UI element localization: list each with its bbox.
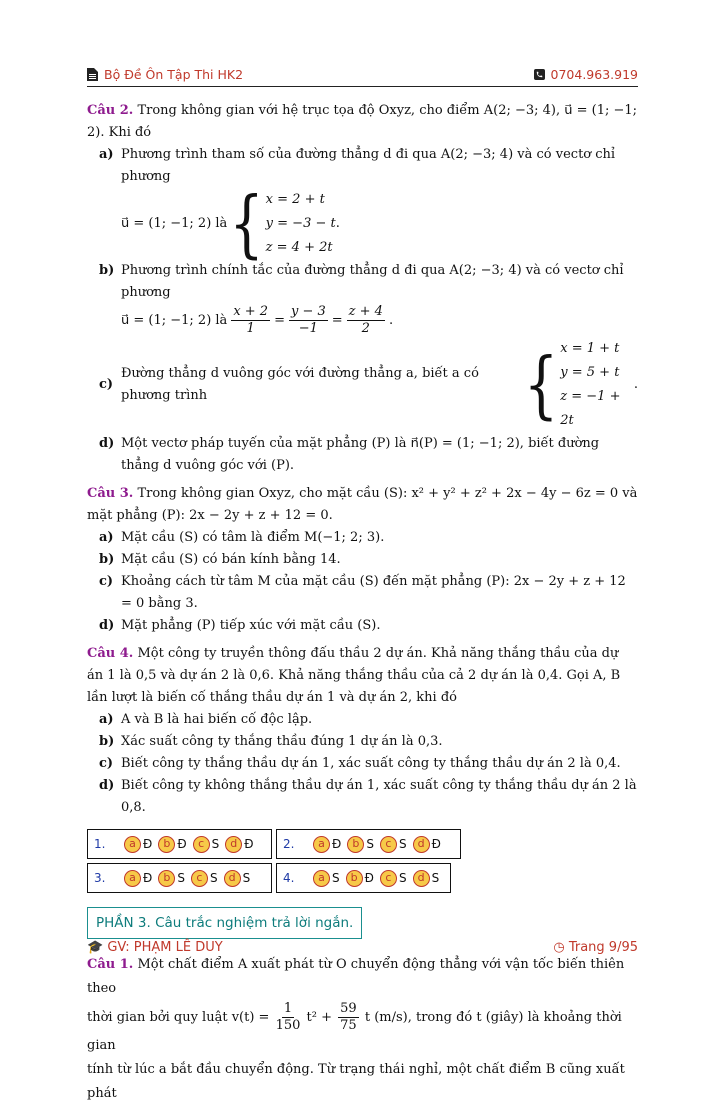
option-text: Phương trình chính tắc của đường thẳng d đi qua A(2; −3; 4) và có vectơ chỉ phương <box>121 263 624 300</box>
question-3 <box>87 483 638 527</box>
answer-option-circle: c <box>380 836 397 853</box>
graduation-cap-icon: 🎓 <box>87 940 104 955</box>
option-text: Khoảng cách từ tâm M của mặt cầu (S) đến mặt phẳng (P): 2x − 2y + z + 12 = 0 bằng 3. <box>121 574 626 611</box>
header-title: Bộ Đề Ôn Tập Thi HK2 <box>104 66 244 82</box>
option-label: c) <box>99 574 114 589</box>
denominator: 75 <box>340 1018 357 1033</box>
denominator: 1 <box>246 321 255 336</box>
option-d <box>99 615 638 637</box>
question-label: Câu 2. <box>87 103 134 118</box>
option-text: Đường thẳng d vuông góc với đường thẳng a, biết a có phương trình <box>121 366 479 403</box>
equals-sign: = <box>331 312 343 328</box>
option-label: a) <box>99 530 114 545</box>
clock-icon: ◷ <box>553 940 565 955</box>
answer-box <box>87 829 272 859</box>
answer-option-circle: a <box>124 870 141 887</box>
option-text: A và B là hai biến cố độc lập. <box>121 712 313 727</box>
option-text: Biết công ty thắng thầu dự án 1, xác suất công ty thắng thầu dự án 2 là 0,4. <box>121 756 621 771</box>
equation-system <box>227 180 336 266</box>
answer-number: 4. <box>283 871 295 885</box>
footer-teacher: GV: PHẠM LÊ DUY <box>107 940 223 955</box>
option-d <box>99 775 638 819</box>
question-text: thời gian bởi quy luật v(t) = <box>87 1010 270 1025</box>
equation-system <box>522 337 626 433</box>
header-phone-group <box>534 67 638 82</box>
period: . <box>388 312 394 328</box>
option-a <box>99 709 638 731</box>
option-label: c) <box>99 377 114 392</box>
answer-option-circle: d <box>413 870 430 887</box>
option-c <box>99 753 638 775</box>
answer-value: S <box>211 837 220 851</box>
fraction <box>338 1001 359 1034</box>
question-intro: Trong không gian Oxyz, cho mặt cầu (S): x² + y² + z² + 2x − 4y − 6z = 0 và mặt phẳng (P): 2x − 2y + z + 12 = 0. <box>87 486 638 523</box>
page-content <box>87 100 638 1106</box>
answer-option-circle: b <box>158 836 175 853</box>
option-b <box>99 549 638 571</box>
answer-number: 3. <box>94 871 106 885</box>
option-text: Xác suất công ty thắng thầu đúng 1 dự án là 0,3. <box>121 734 443 749</box>
option-text: Mặt phẳng (P) tiếp xúc với mặt cầu (S). <box>121 618 381 633</box>
answer-value: Đ <box>431 837 441 851</box>
question-text: t (m/s), trong đó t (giây) là khoảng thời gian <box>87 1010 622 1053</box>
fraction <box>231 304 270 337</box>
answer-option-circle: b <box>347 836 364 853</box>
option-c <box>99 571 638 615</box>
answer-value: S <box>209 871 218 885</box>
answer-value: S <box>242 871 251 885</box>
option-a <box>99 144 638 266</box>
answer-option-circle: c <box>191 870 208 887</box>
system-row: x = 2 + t <box>265 192 325 207</box>
answer-value: Đ <box>143 871 153 885</box>
numerator: y − 3 <box>290 304 326 319</box>
option-label: d) <box>99 436 115 451</box>
fraction <box>289 304 328 337</box>
answer-option-circle: a <box>313 836 330 853</box>
footer-teacher-group <box>87 940 223 955</box>
denominator: 2 <box>361 321 370 336</box>
option-label: d) <box>99 618 115 633</box>
numerator: z + 4 <box>348 304 383 319</box>
option-text: Mặt cầu (S) có bán kính bằng 14. <box>121 552 341 567</box>
option-text: Biết công ty không thắng thầu dự án 1, xác suất công ty thắng thầu dự án 2 là 0,8. <box>121 778 637 815</box>
answer-option-circle: d <box>225 836 242 853</box>
section-heading: PHẦN 3. Câu trắc nghiệm trả lời ngắn. <box>87 907 362 939</box>
answer-value: S <box>398 871 407 885</box>
page-header <box>87 62 638 87</box>
answer-value: Đ <box>244 837 254 851</box>
answer-value: S <box>398 837 407 851</box>
option-text: Mặt cầu (S) có tâm là điểm M(−1; 2; 3). <box>121 530 385 545</box>
page-footer <box>87 940 638 955</box>
answer-box <box>276 829 461 859</box>
option-c <box>99 337 638 433</box>
numerator: x + 2 <box>233 304 269 319</box>
header-phone: 0704.963.919 <box>550 66 638 82</box>
period: . <box>335 216 340 231</box>
system-row: y = −3 − t <box>265 216 336 231</box>
option-label: c) <box>99 756 114 771</box>
question-2 <box>87 100 638 144</box>
option-label: b) <box>99 734 115 749</box>
option-label: d) <box>99 778 115 793</box>
question-label: Câu 1. <box>87 957 134 972</box>
option-a <box>99 527 638 549</box>
system-row: z = −1 + 2t <box>560 389 621 428</box>
question-intro: Một công ty truyền thông đấu thầu 2 dự án. Khả năng thắng thầu của dự án 1 là 0,5 và dự án 2 là 0,6. Khả năng thắng thầu của cả 2 dự án là 0,4. Gọi A, B lần lượt là biến cố thắng thầu dự án 1 và dự án 2, khi đó <box>87 646 621 705</box>
period: . <box>633 377 638 392</box>
answer-number: 1. <box>94 837 106 851</box>
denominator: −1 <box>298 321 318 336</box>
short-answer-question-1 <box>87 953 638 1106</box>
answer-value: S <box>431 871 440 885</box>
answer-value: Đ <box>332 837 342 851</box>
answer-option-circle: a <box>313 870 330 887</box>
answer-option-circle: b <box>346 870 363 887</box>
answer-box <box>276 863 451 893</box>
answer-value: S <box>177 871 185 885</box>
option-label: b) <box>99 552 115 567</box>
option-b <box>99 731 638 753</box>
question-text: t² + <box>306 1010 333 1025</box>
answer-option-circle: c <box>193 836 210 853</box>
numerator: 1 <box>283 1001 293 1016</box>
question-label: Câu 3. <box>87 486 134 501</box>
question-text: Một chất điểm A xuất phát từ O chuyển động thẳng với vận tốc biến thiên theo <box>87 957 625 996</box>
answer-option-circle: d <box>413 836 430 853</box>
system-row: y = 5 + t <box>560 365 620 380</box>
brace-icon: { <box>523 341 559 427</box>
answer-value: Đ <box>177 837 187 851</box>
fraction <box>347 304 385 337</box>
option-label: b) <box>99 263 115 278</box>
answer-value: Đ <box>143 837 153 851</box>
denominator: 150 <box>275 1018 301 1033</box>
option-prefix: u⃗ = (1; −1; 2) là <box>121 216 228 231</box>
answer-value: S <box>366 837 374 851</box>
answer-option-circle: d <box>224 870 241 887</box>
system-row: z = 4 + 2t <box>265 240 333 255</box>
answer-key <box>87 829 638 893</box>
header-title-group <box>87 67 243 82</box>
document-icon <box>87 68 98 81</box>
option-text: Phương trình tham số của đường thẳng d đi qua A(2; −3; 4) và có vectơ chỉ phương <box>121 147 616 184</box>
question-intro: Trong không gian với hệ trục tọa độ Oxyz, cho điểm A(2; −3; 4), u⃗ = (1; −1; 2). Khi đó <box>87 103 638 140</box>
option-prefix: u⃗ = (1; −1; 2) là <box>121 312 228 328</box>
numerator: 59 <box>340 1001 357 1016</box>
answer-number: 2. <box>283 837 295 851</box>
question-text: tính từ lúc a bắt đầu chuyển động. Từ trạng thái nghỉ, một chất điểm B cũng xuất phát <box>87 1062 625 1101</box>
footer-page-group <box>553 940 638 955</box>
answer-option-circle: a <box>124 836 141 853</box>
question-label: Câu 4. <box>87 646 134 661</box>
option-d <box>99 433 638 477</box>
equals-sign: = <box>274 312 285 328</box>
fraction <box>276 1001 301 1034</box>
answer-option-circle: b <box>158 870 175 887</box>
option-label: a) <box>99 147 114 162</box>
answer-option-circle: c <box>380 870 397 887</box>
option-label: a) <box>99 712 114 727</box>
brace-icon: { <box>229 180 264 266</box>
system-row: x = 1 + t <box>560 341 620 356</box>
answer-value: S <box>332 871 340 885</box>
option-text: Một vectơ pháp tuyến của mặt phẳng (P) là n⃗(P) = (1; −1; 2), biết đường thẳng d vuông góc với (P). <box>121 436 600 473</box>
answer-value: Đ <box>364 871 374 885</box>
question-4 <box>87 643 638 709</box>
option-b <box>99 260 638 337</box>
footer-page: Trang 9/95 <box>568 940 638 955</box>
answer-box <box>87 863 272 893</box>
phone-icon <box>534 68 545 81</box>
